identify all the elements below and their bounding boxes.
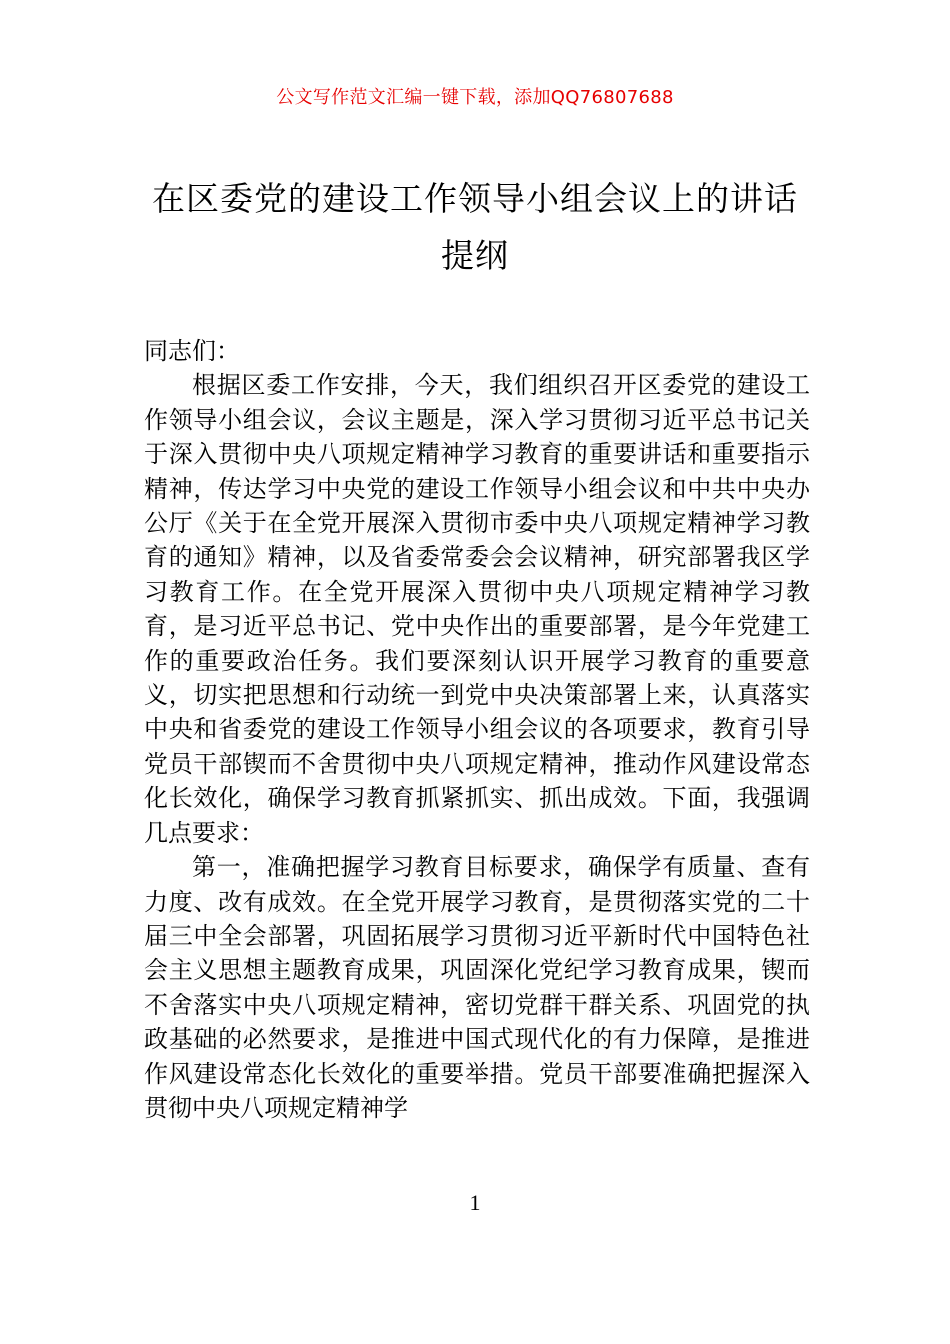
paragraph-first-point: 第一，准确把握学习教育目标要求，确保学有质量、查有力度、改有成效。在全党开展学习教育，是贯彻落实党的二十届三中全会部署，巩固拓展学习贯彻习近平新时代中国特色社会主义思想主题教育成果，巩固深化党纪学习教育成果，锲而不舍落实中央八项规定精神，密切党群干群关系、巩固党的执政基础的必然要求，是推进中国式现代化的有力保障，是推进作风建设常态化长效化的重要举措。党员干部要准确把握深入贯彻中央八项规定精神学 bbox=[144, 853, 810, 1122]
page-number: 1 bbox=[469, 1190, 481, 1215]
page-title: 在区委党的建设工作领导小组会议上的讲话提纲 bbox=[152, 179, 798, 275]
paragraph-intro: 根据区委工作安排，今天，我们组织召开区委党的建设工作领导小组会议，会议主题是，深入学习贯彻习近平总书记关于深入贯彻中央八项规定精神学习教育的重要讲话和重要指示精神，传达学习中央党的建设工作领导小组会议和中共中央办公厅《关于在全党开展深入贯彻市委中央八项规定精神学习教育的通知》精神，以及省委常委会会议精神，研究部署我区学习教育工作。在全党开展深入贯彻中央八项规定精神学习教育，是习近平总书记、党中央作出的重要部署，是今年党建工作的重要政治任务。我们要深刻认识开展学习教育的重要意义，切实把思想和行动统一到党中央决策部署上来，认真落实中央和省委党的建设工作领导小组会议的各项要求，教育引导党员干部锲而不舍贯彻中央八项规定精神，推动作风建设常态化长效化，确保学习教育抓紧抓实、抓出成效。下面，我强调几点要求： bbox=[144, 371, 810, 847]
download-notice: 公文写作范文汇编一键下载，添加QQ76807688 bbox=[276, 87, 674, 108]
speech-body bbox=[144, 334, 810, 1125]
salutation: 同志们： bbox=[144, 337, 240, 365]
